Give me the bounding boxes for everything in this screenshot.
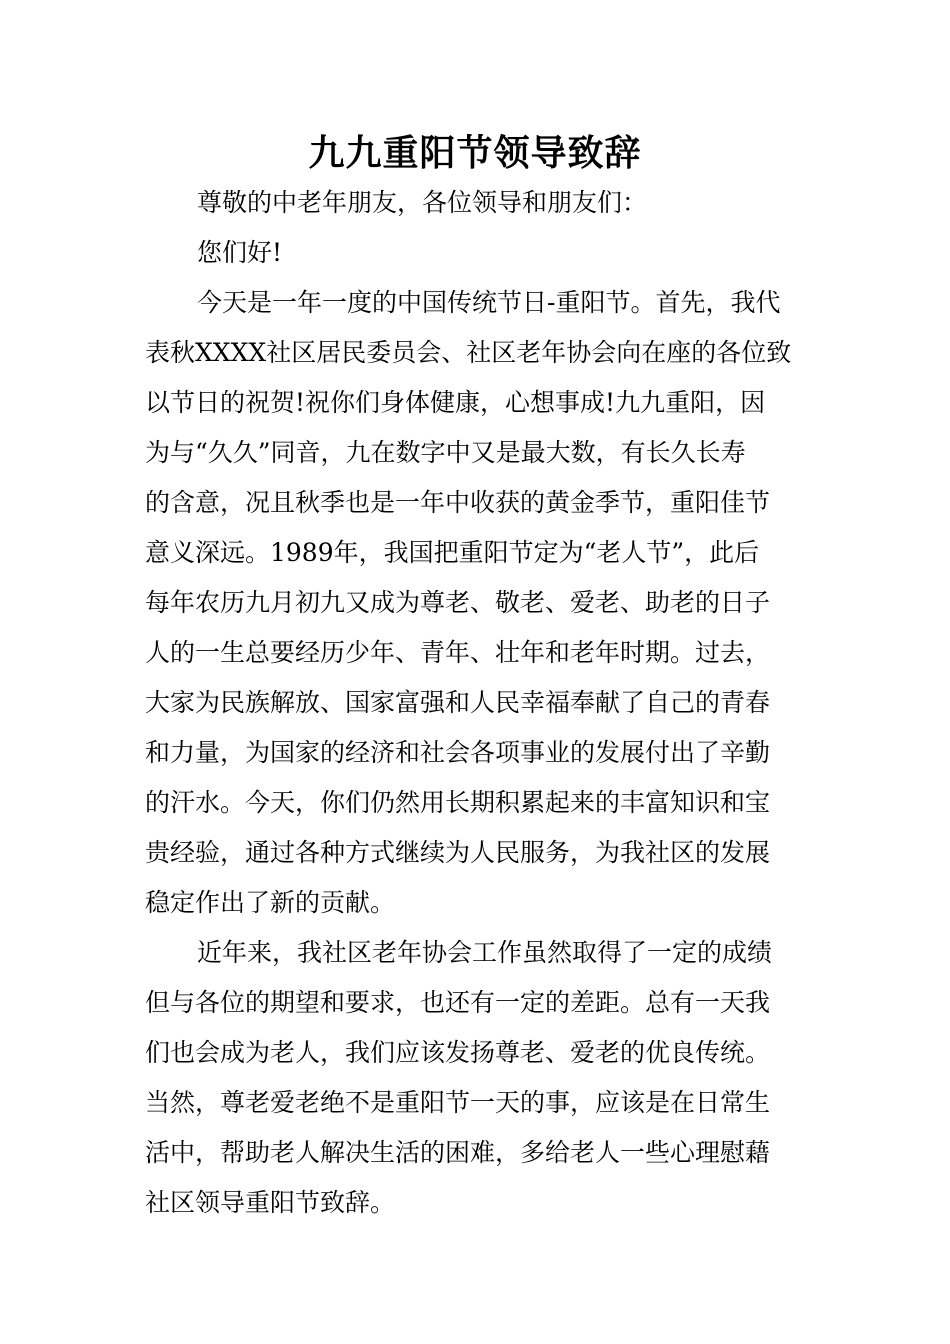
body-line: 活中，帮助老人解决生活的困难，多给老人一些心理慰藉 [145,1138,771,1167]
body-line: 和力量，为国家的经济和社会各项事业的发展付出了辛勤 [145,738,771,767]
greeting-line: 您们好! [197,238,283,267]
document-body [145,178,815,1228]
body-line: 以节日的祝贺!祝你们身体健康，心想事成!九九重阳，因 [145,388,766,417]
body-line: 社区领导重阳节致辞。 [145,1188,396,1217]
body-line: 大家为民族解放、国家富强和人民幸福奉献了自己的青春 [145,688,771,717]
body-line: 近年来，我社区老年协会工作虽然取得了一定的成绩 [197,938,773,967]
body-line: 们也会成为老人，我们应该发扬尊老、爱老的优良传统。 [145,1038,771,1067]
body-line: 贵经验，通过各种方式继续为人民服务，为我社区的发展 [145,838,771,867]
body-line: 每年农历九月初九又成为尊老、敬老、爱老、助老的日子 [145,588,771,617]
body-line: 人的一生总要经历少年、青年、壮年和老年时期。过去， [145,638,771,667]
body-line: 的汗水。今天，你们仍然用长期积累起来的丰富知识和宝 [145,788,771,817]
document-title: 九九重阳节领导致辞 [308,132,642,174]
body-line: 今天是一年一度的中国传统节日-重阳节。首先，我代 [197,288,781,317]
body-line: 的含意，况且秋季也是一年中收获的黄金季节，重阳佳节 [145,488,771,517]
salutation-line: 尊敬的中老年朋友，各位领导和朋友们： [197,188,648,217]
body-line: 当然，尊老爱老绝不是重阳节一天的事，应该是在日常生 [145,1088,771,1117]
body-line: 稳定作出了新的贡献。 [145,888,396,917]
body-line: 为与“久久”同音，九在数字中又是最大数，有长久长寿 [145,438,746,467]
body-line: 表秋XXXX社区居民委员会、社区老年协会向在座的各位致 [145,338,792,367]
body-line: 但与各位的期望和要求，也还有一定的差距。总有一天我 [145,988,771,1017]
body-line: 意义深远。1989年，我国把重阳节定为“老人节”，此后 [145,538,760,567]
